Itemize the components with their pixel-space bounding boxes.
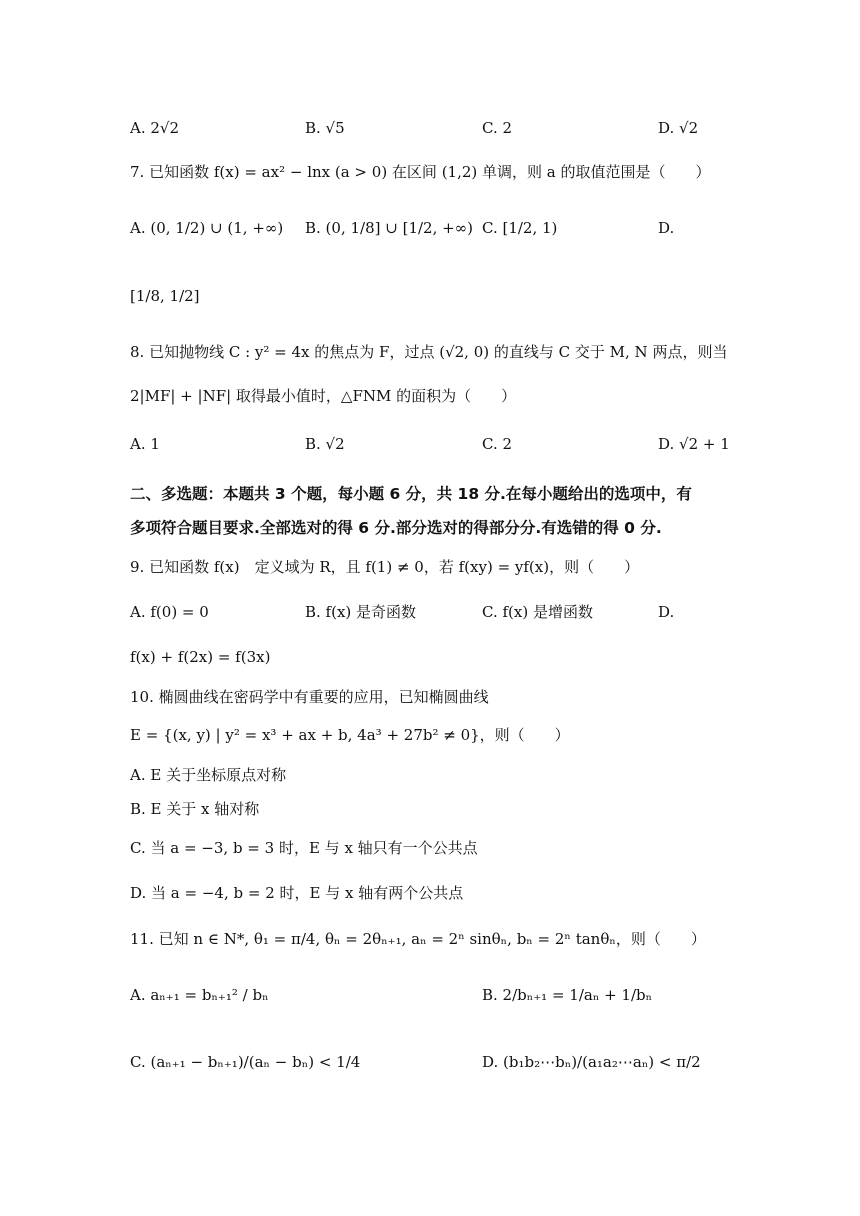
q8-option-c: C. 2 bbox=[482, 435, 513, 453]
q9-stem: 9. 已知函数 f(x) 定义域为 R，且 f(1) ≠ 0，若 f(xy) = yf(x)，则（ ） bbox=[130, 558, 640, 576]
q6-option-d: D. √2 bbox=[658, 119, 699, 137]
section2-heading-line1: 二、多选题：本题共 3 个题，每小题 6 分，共 18 分.在每小题给出的选项中，有 bbox=[130, 485, 692, 503]
q7-option-d: D. bbox=[658, 219, 675, 237]
q10-option-a: A. E 关于坐标原点对称 bbox=[130, 766, 287, 784]
q10-option-d: D. 当 a = −4, b = 2 时，E 与 x 轴有两个公共点 bbox=[130, 884, 464, 902]
q9-option-a: A. f(0) = 0 bbox=[130, 603, 209, 621]
q11-option-d: D. (b₁b₂⋯bₙ)/(a₁a₂⋯aₙ) < π/2 bbox=[482, 1053, 701, 1071]
q7-option-b: B. (0, 1/8] ∪ [1/2, +∞) bbox=[305, 219, 474, 237]
q7-stem: 7. 已知函数 f(x) = ax² − lnx (a > 0) 在区间 (1,2) 单调，则 a 的取值范围是（ ） bbox=[130, 163, 711, 181]
q10-stem-line1: 10. 椭圆曲线在密码学中有重要的应用，已知椭圆曲线 bbox=[130, 688, 489, 706]
q11-option-b: B. 2/bₙ₊₁ = 1/aₙ + 1/bₙ bbox=[482, 986, 653, 1004]
q8-stem-line1: 8. 已知抛物线 C : y² = 4x 的焦点为 F，过点 (√2, 0) 的直线与 C 交于 M, N 两点，则当 bbox=[130, 343, 728, 361]
q11-stem: 11. 已知 n ∈ N*, θ₁ = π/4, θₙ = 2θₙ₊₁, aₙ = 2ⁿ sinθₙ, bₙ = 2ⁿ tanθₙ，则（ ） bbox=[130, 930, 706, 948]
section2-heading-line2: 多项符合题目要求.全部选对的得 6 分.部分选对的得部分分.有选错的得 0 分. bbox=[130, 519, 662, 537]
q8-stem-line2: 2|MF| + |NF| 取得最小值时，△FNM 的面积为（ ） bbox=[130, 387, 517, 405]
q6-option-c: C. 2 bbox=[482, 119, 513, 137]
q7-option-a: A. (0, 1/2) ∪ (1, +∞) bbox=[130, 219, 284, 237]
q8-option-b: B. √2 bbox=[305, 435, 345, 453]
q9-option-c: C. f(x) 是增函数 bbox=[482, 603, 593, 621]
q7-option-d-content: [1/8, 1/2] bbox=[130, 287, 200, 305]
q10-option-c: C. 当 a = −3, b = 3 时，E 与 x 轴只有一个公共点 bbox=[130, 839, 478, 857]
q10-option-b: B. E 关于 x 轴对称 bbox=[130, 800, 260, 818]
q8-option-d: D. √2 + 1 bbox=[658, 435, 730, 453]
q11-option-c: C. (aₙ₊₁ − bₙ₊₁)/(aₙ − bₙ) < 1/4 bbox=[130, 1053, 361, 1071]
q9-option-d: D. bbox=[658, 603, 675, 621]
q9-option-b: B. f(x) 是奇函数 bbox=[305, 603, 417, 621]
q6-option-a: A. 2√2 bbox=[130, 119, 180, 137]
q8-option-a: A. 1 bbox=[130, 435, 160, 453]
q9-option-d-content: f(x) + f(2x) = f(3x) bbox=[130, 648, 271, 666]
q7-option-c: C. [1/2, 1) bbox=[482, 219, 558, 237]
q11-option-a: A. aₙ₊₁ = bₙ₊₁² / bₙ bbox=[130, 986, 269, 1004]
q6-option-b: B. √5 bbox=[305, 119, 345, 137]
q10-stem-line2: E = {(x, y) | y² = x³ + ax + b, 4a³ + 27b² ≠ 0}，则（ ） bbox=[130, 726, 570, 744]
